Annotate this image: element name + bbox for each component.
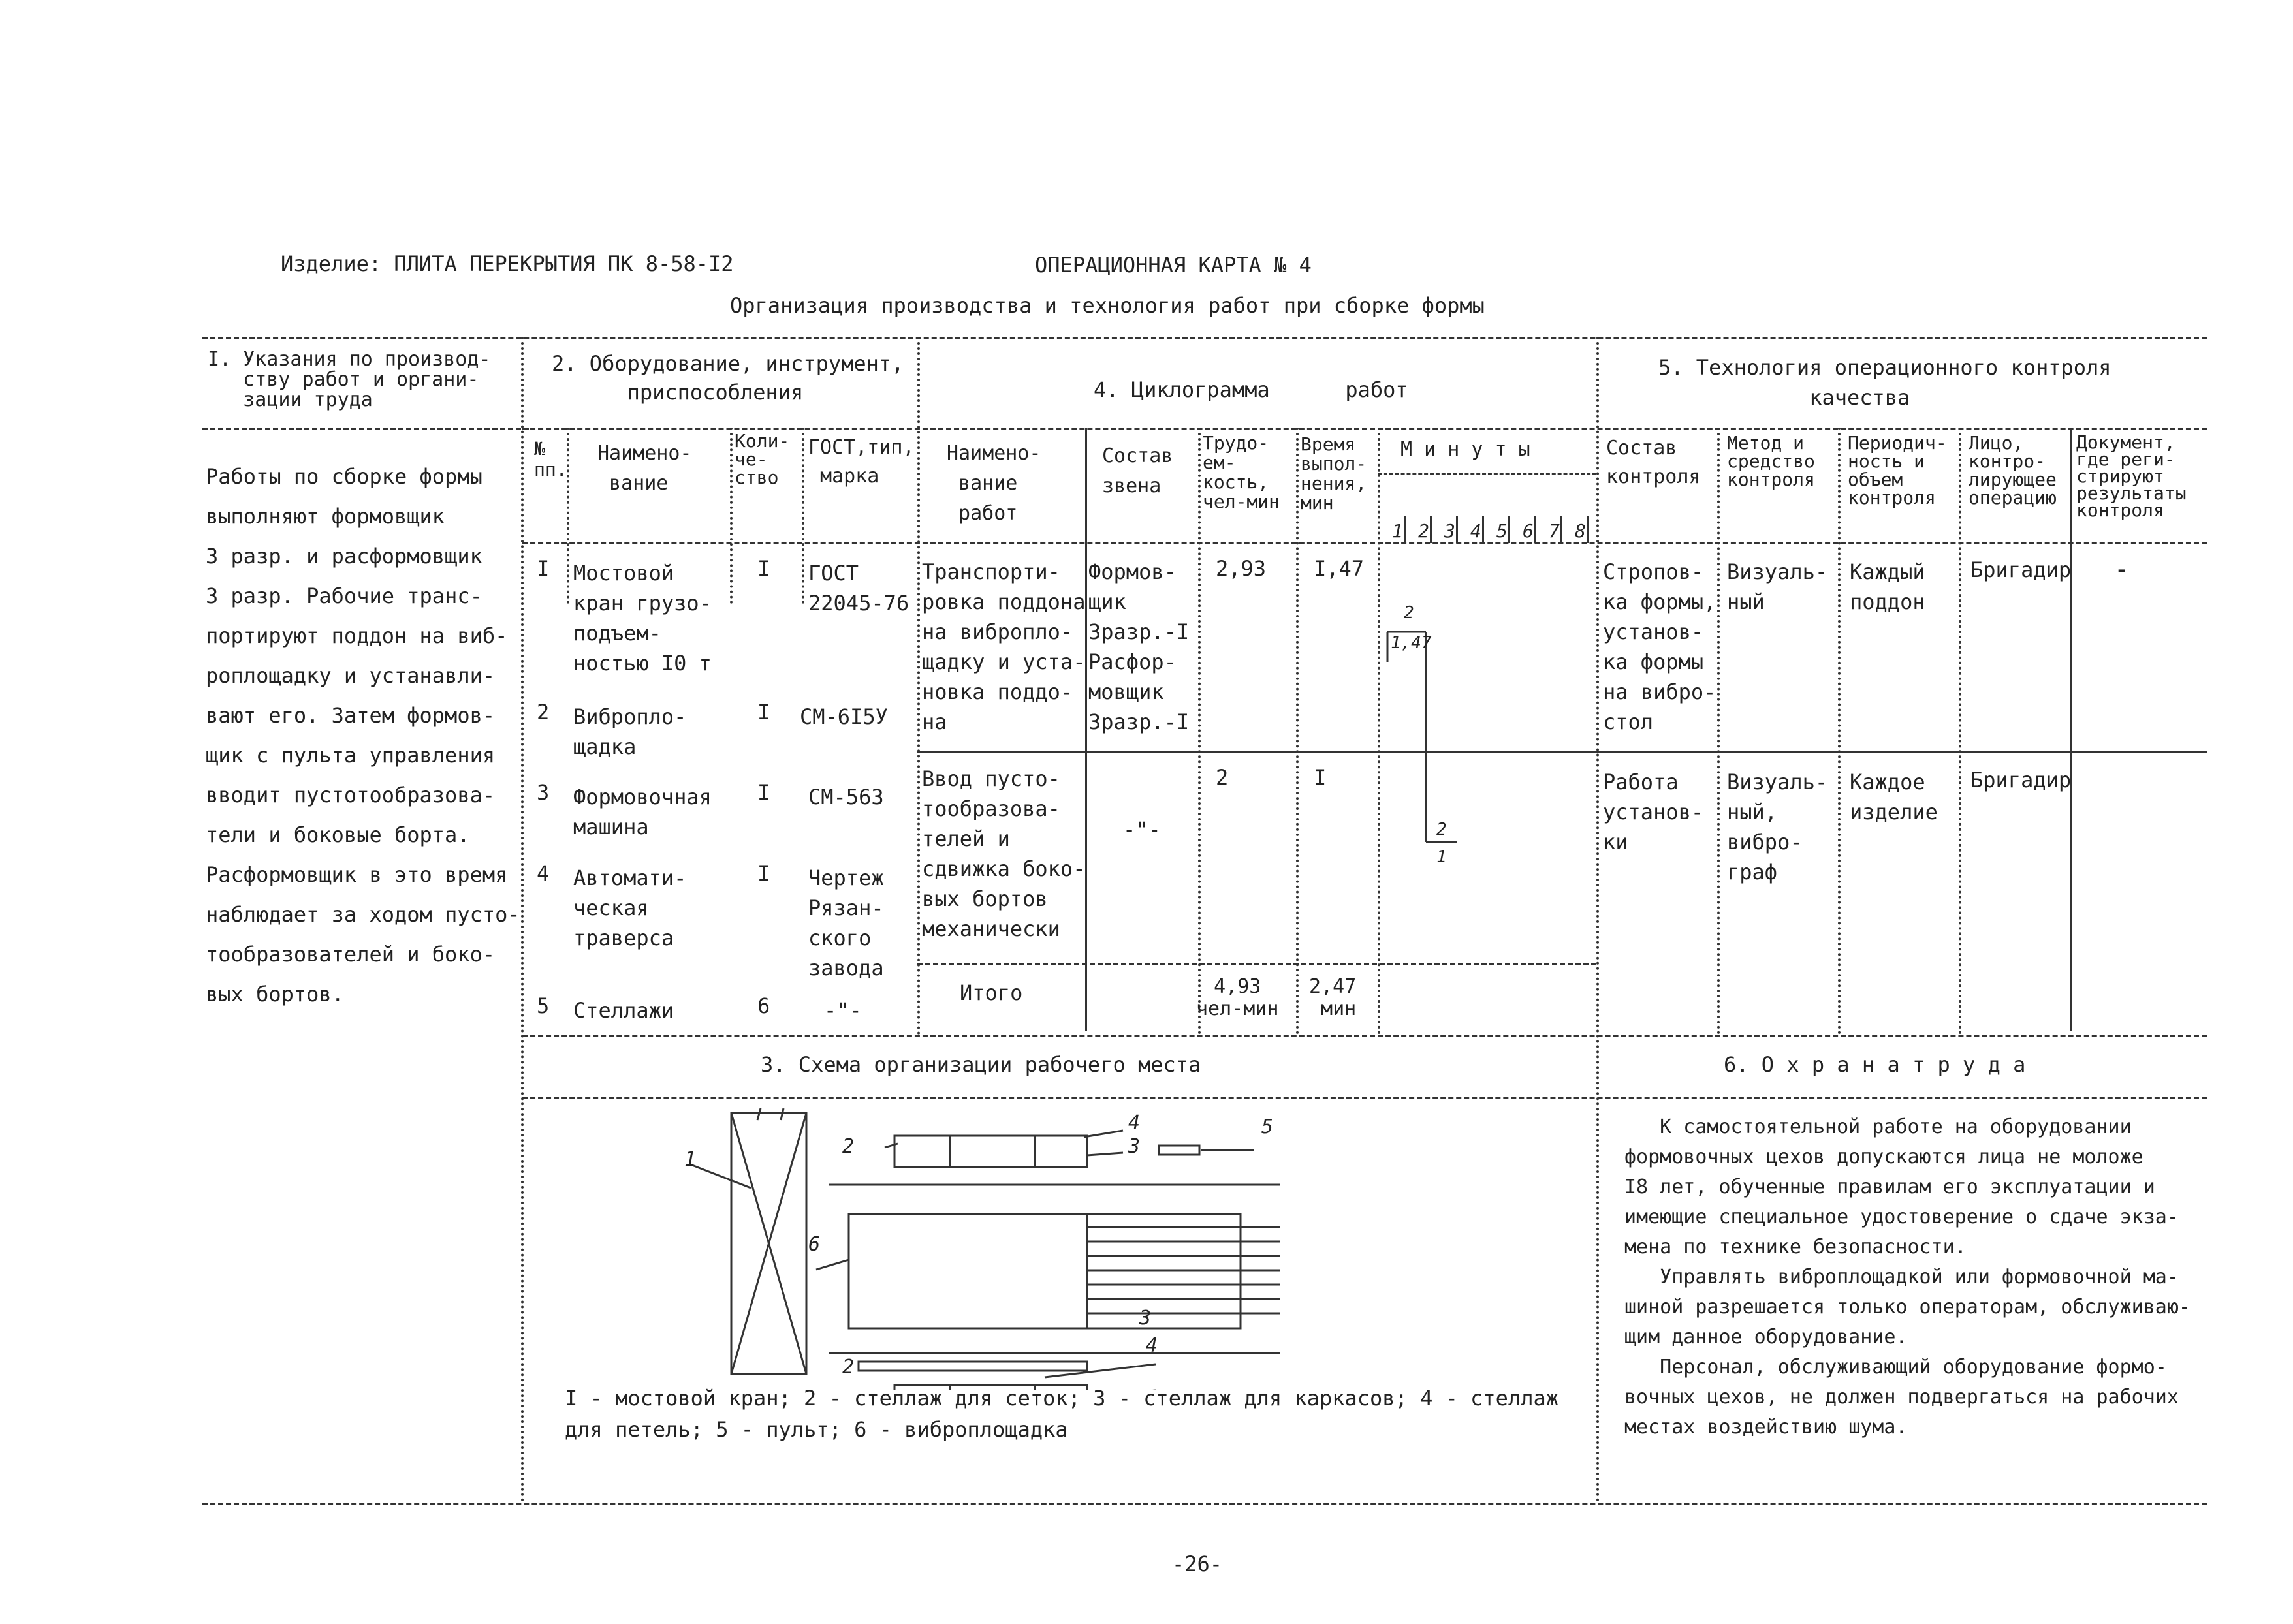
gantt-bar1-bottom-label: 1,47	[1391, 633, 1432, 653]
minute-tick: 7	[1549, 520, 1560, 542]
s4-col-crew: Состав звена	[1102, 445, 1173, 497]
leader-line	[816, 1260, 849, 1270]
s2-row-name: Автомати- ческая траверса	[573, 866, 687, 950]
s4-row-time: I,47	[1314, 556, 1365, 581]
s5-col-person: Лицо, контро- лирующее операцию	[1969, 432, 2057, 508]
tick-divider	[1508, 516, 1510, 543]
minute-tick: 8	[1575, 520, 1586, 542]
s4-row-labor: 2,93	[1216, 556, 1267, 581]
s2-row-num: 3	[537, 780, 550, 805]
tick-divider	[1404, 516, 1406, 543]
divider-s2-s4	[917, 337, 920, 1035]
s4-col-divider	[1296, 428, 1299, 1035]
s2-row-gost: СМ-6I5У	[800, 704, 888, 729]
s4-col-time: Время выпол- нения, мин	[1301, 433, 1367, 514]
s4-row-labor: 2	[1216, 765, 1229, 790]
rail-bottom-bar	[859, 1362, 1087, 1371]
s2-row-name: Мостовой кран грузо- подъем- ностью I0 т	[573, 561, 712, 676]
s2-row-gost: ГОСТ 22045-76	[808, 561, 909, 616]
s5-row-method: Визуаль- ный, вибро- граф	[1727, 770, 1828, 884]
s2-col-divider	[802, 428, 804, 604]
tick-divider	[1587, 516, 1589, 543]
s2-row-name: Стеллажи	[573, 998, 674, 1023]
s4-col-name: Наимено- вание работ	[947, 442, 1041, 525]
s2-row-num: 2	[537, 700, 550, 725]
leader-line	[885, 1144, 898, 1148]
s4-row-crew: -"-	[1123, 817, 1161, 842]
section6-body: К самостоятельной работе на оборудовании формовочных цехов допускаются лица не моложе I8 лет, обученные правилам его эксплуатации и имеющие специальное удостоверение о сдаче экза- мена по технике безопасности. Управлять виброплощадкой или формовочной ма- шиной разрешается только операторам, обслуживаю- щим данное оборудование. Персонал, обслуживающий оборудование формо- вочных цехов, не должен подвергаться на рабочих местах воздействию шума.	[1624, 1116, 2190, 1439]
s5-row-person: Бригадир	[1970, 768, 2072, 792]
s5-row-composition: Стропов- ка формы, установ- ка формы на вибро- стол	[1603, 559, 1716, 734]
s5-row-method: Визуаль- ный	[1727, 559, 1828, 614]
section1-body: Работы по сборке формы выполняют формовщик 3 разр. и расформовщик 3 разр. Рабочие транс- портируют поддон на виб- роплощадку и устанавли- вают его. Затем формов- щик с пульта управления вводит пустотообразова- тели и боковые борта. Расформовщик в это время наблюдает за ходом пусто- тообразователей и боко- вых бортов.	[206, 464, 520, 1007]
console	[1159, 1146, 1199, 1155]
gantt-bar1-top-label: 2	[1404, 603, 1414, 623]
s2-row-qty: I	[757, 780, 770, 805]
crane-break-mark	[757, 1108, 761, 1120]
s2-row-qty: 6	[757, 993, 770, 1018]
s2-col-num: № пп.	[534, 438, 567, 480]
s5-col-divider	[1838, 428, 1841, 1035]
card-title: ОПЕРАЦИОННАЯ КАРТА № 4	[1035, 253, 1312, 277]
section1-title: I. Указания по производ- ству работ и органи- зации труда	[208, 348, 491, 411]
tick-divider	[1534, 516, 1536, 543]
s2-row-gost: -"-	[824, 998, 862, 1023]
callout-4b: 4	[1146, 1334, 1158, 1357]
gantt-bar2-top-label: 2	[1436, 820, 1447, 839]
s2-row-qty: I	[757, 556, 770, 581]
s2-row-name: Виброплo- щадка	[573, 704, 687, 759]
callout-1: 1	[684, 1148, 697, 1171]
total-labor: 4,93 чел-мин	[1196, 975, 1279, 1020]
callout-2: 2	[842, 1135, 855, 1158]
minute-tick: 6	[1523, 520, 1534, 542]
callout-6: 6	[808, 1233, 821, 1256]
s2-col-name: Наимено- вание	[597, 442, 692, 495]
tick-divider	[1560, 516, 1562, 543]
s5-col-divider	[2070, 428, 2072, 1031]
callout-3b: 3	[1139, 1307, 1152, 1330]
total-time: 2,47 мин	[1309, 975, 1357, 1020]
callout-3: 3	[1128, 1135, 1141, 1158]
s2-row-num: 5	[537, 993, 550, 1018]
minutes-rule	[1378, 473, 1596, 475]
s5-col-composition: Состав контроля	[1606, 437, 1701, 488]
s2-row-name: Формовочная машина	[573, 785, 712, 839]
section1-header-rule	[202, 428, 529, 430]
s2-col-divider	[730, 428, 733, 604]
minute-tick: 4	[1470, 520, 1481, 542]
s4-col-labor: Трудо- ем- кость, чел-мин	[1203, 432, 1280, 512]
s5-col-period: Периодич- ность и объем контроля	[1848, 432, 1947, 508]
s4-row-name: Транспорти- ровка поддона на виброплo- щадку и уста- новка поддо- на	[922, 559, 1086, 734]
minute-tick: 5	[1496, 520, 1508, 542]
workplace-scheme	[653, 1103, 1299, 1390]
s2-row-num: 4	[537, 861, 550, 886]
s2-col-qty: Коли- че- ство	[735, 430, 790, 488]
bottom-border	[202, 1503, 2207, 1505]
s2-col-divider	[567, 428, 569, 604]
callout-5: 5	[1261, 1116, 1274, 1138]
section5-title: 5. Технология операционного контроля качества	[1658, 355, 2111, 410]
crane-break-mark	[781, 1108, 783, 1120]
top-border	[202, 337, 2207, 339]
s2-row-qty: I	[757, 700, 770, 725]
rack-top	[894, 1136, 1087, 1167]
mid-rule	[522, 1035, 2207, 1037]
s4-col-minutes: М и н у т ы	[1400, 438, 1530, 461]
s5-col-divider	[1717, 428, 1720, 1035]
s2-row-num: I	[537, 556, 550, 581]
s5-row-period: Каждый поддон	[1850, 559, 1925, 614]
leader-line	[1084, 1131, 1123, 1137]
section6-title: 6. О х р а н а т р у д а	[1724, 1052, 2026, 1077]
minute-tick: 3	[1444, 520, 1455, 542]
s5-col-document: Документ, где реги- стрируют результаты контроля	[2076, 431, 2187, 521]
s5-row-document: -	[2115, 557, 2128, 582]
page-number: -26-	[1172, 1552, 1223, 1576]
divider-s1-s2	[521, 337, 524, 1503]
section2-title: 2. Оборудование, инструмент, приспособления	[552, 351, 904, 405]
s2-row-qty: I	[757, 861, 770, 886]
section3-title-rule	[522, 1097, 2207, 1099]
s2-row-gost: СМ-563	[808, 785, 884, 809]
s5-row-composition: Работа установ- ки	[1603, 770, 1704, 854]
product-title: Изделие: ПЛИТА ПЕРЕКРЫТИЯ ПК 8-58-I2	[281, 251, 734, 276]
callout-4: 4	[1128, 1112, 1141, 1134]
cyclogram-total-rule	[917, 963, 1596, 965]
gantt-bar2-bottom-label: 1	[1436, 847, 1447, 867]
section3-title: 3. Схема организации рабочего места	[761, 1052, 1201, 1077]
minute-tick: 2	[1418, 520, 1429, 542]
leader-line	[1087, 1153, 1123, 1155]
s4-row-time: I	[1314, 765, 1327, 790]
tick-divider	[1482, 516, 1484, 543]
divider-s4-s5	[1596, 337, 1599, 1503]
s2-col-gost: ГОСТ,тип, марка	[808, 436, 915, 488]
tick-divider	[1430, 516, 1432, 543]
table-header-bottom-rule	[522, 542, 2207, 544]
s5-col-divider	[1959, 428, 1961, 1035]
leader-line	[692, 1165, 751, 1188]
s5-row-period: Каждое изделие	[1850, 770, 1938, 824]
s4-row-crew: Формов- щик 3разр.-I Расфор- мовщик 3разр.-I	[1088, 559, 1190, 734]
s2-row-gost: Чертеж Рязан- ского завода	[808, 866, 884, 980]
s5-row-person: Бригадир	[1970, 557, 2072, 582]
section4-title: 4. Циклограмма работ	[1094, 377, 1408, 402]
s5-col-method: Метод и средство контроля	[1727, 432, 1815, 490]
total-label: Итого	[960, 980, 1023, 1005]
tick-divider	[1456, 516, 1458, 543]
card-subtitle: Организация производства и технология работ при сборке формы	[730, 293, 1485, 318]
callout-2b: 2	[842, 1356, 855, 1379]
s4-col-divider	[1198, 428, 1201, 1035]
s4-row-name: Ввод пусто- тообразова- телей и сдвижка боко- вых бортов механически	[922, 766, 1086, 941]
scheme-legend: I - мостовой кран; 2 - стеллаж для сеток; 3 - стеллаж для каркасов; 4 - стеллаж для петель; 5 - пульт; 6 - виброплощадка	[565, 1386, 1558, 1442]
minute-tick: 1	[1392, 520, 1403, 542]
cyclogram-chart	[1378, 542, 1596, 881]
